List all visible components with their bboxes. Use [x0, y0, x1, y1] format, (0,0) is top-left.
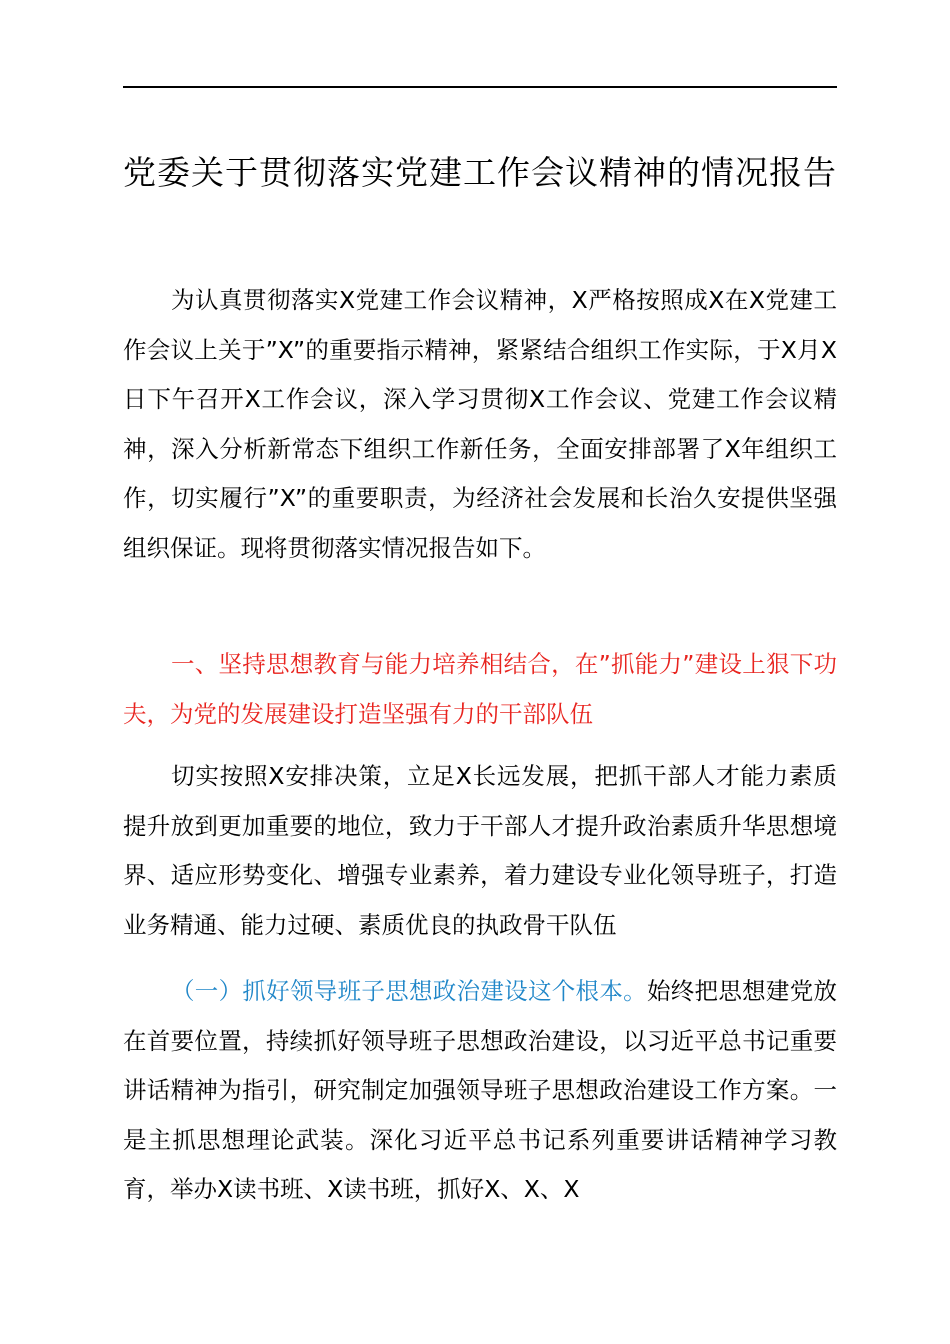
subsection-1-paragraph — [123, 967, 837, 1215]
document-title: 党委关于贯彻落实党建工作会议精神的情况报告 — [123, 153, 837, 192]
subsection-1-heading: （一）抓好领导班子思想政治建设这个根本。 — [171, 977, 647, 1005]
section-1-paragraph: 切实按照X安排决策，立足X长远发展，把抓干部人才能力素质提升放到更加重要的地位，致力于干部人才提升政治素质升华思想境界、适应形势变化、增强专业素养，着力建设专业化领导班子，打造业务精通、能力过硬、素质优良的执政骨干队伍 — [123, 762, 837, 939]
section-1-heading: 一、坚持思想教育与能力培养相结合，在”抓能力”建设上狠下功夫，为党的发展建设打造坚强有力的干部队伍 — [123, 650, 837, 728]
intro-paragraph: 为认真贯彻落实X党建工作会议精神，X严格按照成X在X党建工作会议上关于”X”的重要指示精神，紧紧结合组织工作实际，于X月X日下午召开X工作会议，深入学习贯彻X工作会议、党建工作会议精神，深入分析新常态下组织工作新任务，全面安排部署了X年组织工作，切实履行”X”的重要职责，为经济社会发展和长治久安提供坚强组织保证。现将贯彻落实情况报告如下。 — [123, 286, 837, 562]
header-divider — [123, 86, 837, 88]
subsection-1-body: 始终把思想建党放在首要位置，持续抓好领导班子思想政治建设，以习近平总书记重要讲话精神为指引，研究制定加强领导班子思想政治建设工作方案。一是主抓思想理论武装。深化习近平总书记系列重要讲话精神学习教育，举办X读书班、X读书班，抓好X、X、X — [123, 977, 838, 1203]
